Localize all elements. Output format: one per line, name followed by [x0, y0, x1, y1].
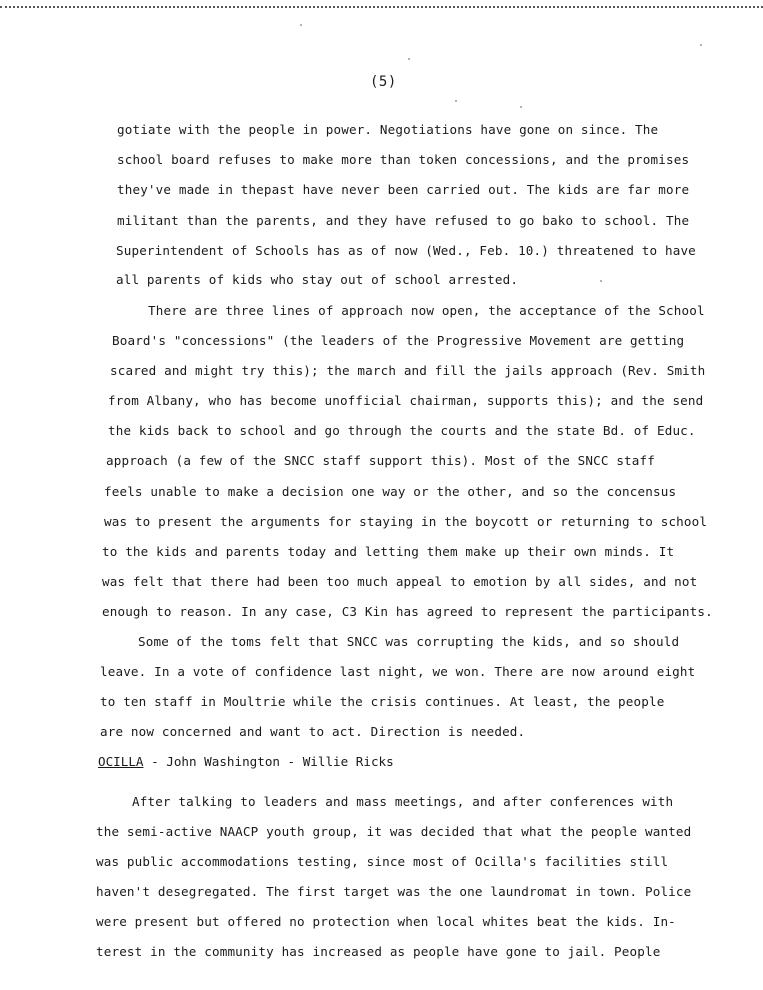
text-line: terest in the community has increased as people have gone to jail. People — [96, 944, 661, 959]
text-line: Board's "concessions" (the leaders of the Progressive Movement are getting — [112, 333, 685, 348]
text-line: scared and might try this); the march and fill the jails approach (Rev. Smith — [110, 363, 706, 378]
page-number: (5) — [370, 74, 397, 90]
text-line: was to present the arguments for staying in the boycott or returning to school — [104, 514, 708, 529]
scan-speck — [600, 280, 602, 282]
scan-speck — [520, 106, 522, 108]
text-line: to ten staff in Moultrie while the crisis continues. At least, the people — [100, 694, 665, 709]
text-line: There are three lines of approach now open, the acceptance of the School — [148, 303, 705, 318]
text-line: the semi-active NAACP youth group, it was decided that what the people wanted — [96, 824, 692, 839]
text-line: enough to reason. In any case, C3 Kin has agreed to represent the participants. — [102, 604, 713, 619]
text-line: was public accommodations testing, since most of Ocilla's facilities still — [96, 854, 669, 869]
section-heading — [98, 754, 394, 770]
scan-speck — [408, 58, 410, 60]
scan-speck — [455, 100, 457, 102]
text-line: approach (a few of the SNCC staff support this). Most of the SNCC staff — [106, 453, 655, 468]
scan-speck — [700, 44, 702, 46]
text-line: are now concerned and want to act. Direction is needed. — [100, 724, 526, 739]
text-line: to the kids and parents today and letting them make up their own minds. It — [102, 544, 675, 559]
text-line: Superintendent of Schools has as of now (Wed., Feb. 10.) threatened to have — [116, 243, 696, 258]
text-line: from Albany, who has become unofficial chairman, supports this); and the send — [108, 393, 704, 408]
text-line: was felt that there had been too much appeal to emotion by all sides, and not — [102, 574, 698, 589]
text-line: they've made in thepast have never been carried out. The kids are far more — [117, 182, 690, 197]
text-line: gotiate with the people in power. Negotiations have gone on since. The — [117, 122, 659, 137]
text-line: were present but offered no protection when local whites beat the kids. In- — [96, 914, 676, 929]
text-line: haven't desegregated. The first target was the one laundromat in town. Police — [96, 884, 692, 899]
text-line: leave. In a vote of confidence last night, we won. There are now around eight — [100, 664, 696, 679]
section-heading-place: OCILLA — [98, 754, 144, 769]
text-line: militant than the parents, and they have refused to go bako to school. The — [117, 213, 690, 228]
section-heading-people: - John Washington - Willie Ricks — [143, 754, 394, 769]
page-top-edge — [0, 0, 763, 8]
text-line: all parents of kids who stay out of school arrested. — [116, 272, 519, 287]
text-line: Some of the toms felt that SNCC was corrupting the kids, and so should — [138, 634, 680, 649]
text-line: feels unable to make a decision one way or the other, and so the concensus — [104, 484, 677, 499]
text-line: school board refuses to make more than token concessions, and the promises — [117, 152, 690, 167]
text-line: the kids back to school and go through the courts and the state Bd. of Educ. — [108, 423, 696, 438]
text-line: After talking to leaders and mass meetings, and after conferences with — [132, 794, 674, 809]
scan-speck — [300, 24, 302, 26]
